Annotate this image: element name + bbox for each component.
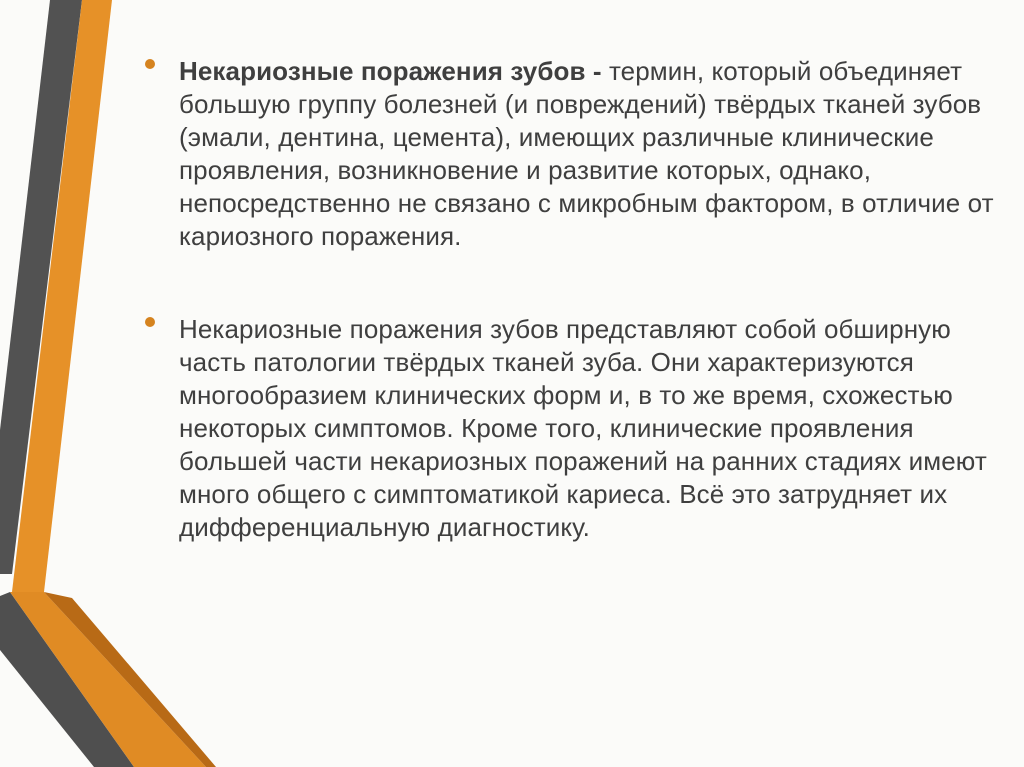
bullet-text: термин, который объединяет большую группу болезней (и повреждений) твёрдых тканей зубов (эмали, дентина, цемента), имеющих различные клинические проявления, возникновение и развитие которых, однако, непосредственно не связано с микробным фактором, в отличие от кариозного поражения. xyxy=(179,56,994,251)
content-area xyxy=(145,55,995,544)
bullet-item xyxy=(145,313,995,544)
bullet-text: Некариозные поражения зубов представляют собой обширную часть патологии твёрдых тканей зуба. Они характеризуются многообразием клинических форм и, в то же время, схожестью некоторых симптомов. Кроме того, клинические проявления большей части некариозных поражений на ранних стадиях имеют много общего с симптоматикой кариеса. Всё это затрудняет их дифференциальную диагностику. xyxy=(179,314,987,542)
bullet-marker xyxy=(145,317,155,327)
orange-diagonal-stripe xyxy=(10,592,206,767)
bullet-marker xyxy=(145,59,155,69)
gray-diagonal-stripe xyxy=(0,592,134,767)
brown-diagonal-stripe xyxy=(44,592,216,767)
gray-vertical-stripe xyxy=(0,0,82,574)
bullet-item xyxy=(145,55,995,253)
orange-vertical-stripe xyxy=(12,0,112,592)
bullet-term: Некариозные поражения зубов - xyxy=(179,56,609,86)
